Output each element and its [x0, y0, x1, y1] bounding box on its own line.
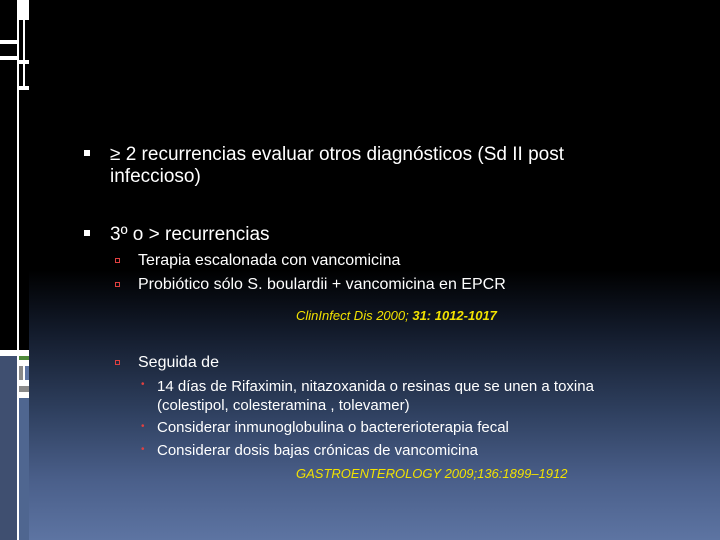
reference-citation-2: GASTROENTEROLOGY 2009;136:1899–1912 [296, 466, 568, 481]
tertiary-bullet-icon: • [141, 379, 145, 390]
reference-pages: 31: 1012-1017 [412, 308, 497, 323]
tertiary-bullet-text: Considerar inmunoglobulina o bactererioterapia fecal [157, 419, 509, 436]
bullet-text-continued: infeccioso) [110, 166, 201, 187]
bullet-text: 3º o > recurrencias [110, 224, 270, 245]
tertiary-bullet-icon: • [141, 444, 145, 455]
sub-bullet-text: Terapia escalonada con vancomicina [138, 252, 401, 269]
sub-bullet-text: Seguida de [138, 354, 219, 371]
bullet-icon [84, 150, 90, 156]
tertiary-bullet-text: Considerar dosis bajas crónicas de vancomicina [157, 442, 478, 459]
tertiary-bullet-text: 14 días de Rifaximin, nitazoxanida o resinas que se unen a toxina [157, 378, 594, 395]
reference-citation [296, 308, 497, 323]
sub-bullet-icon [115, 258, 120, 263]
reference-journal: ClinInfect Dis 2000; [296, 308, 413, 323]
bullet-text: ≥ 2 recurrencias evaluar otros diagnósticos (Sd II post [110, 144, 564, 165]
sub-bullet-text: Probiótico sólo S. boulardii + vancomicina en EPCR [138, 276, 506, 293]
sub-bullet-icon [115, 282, 120, 287]
tertiary-bullet-text-continued: (colestipol, colesteramina , tolevamer) [157, 397, 410, 414]
bullet-icon [84, 230, 90, 236]
tertiary-bullet-icon: • [141, 421, 145, 432]
sub-bullet-icon [115, 360, 120, 365]
